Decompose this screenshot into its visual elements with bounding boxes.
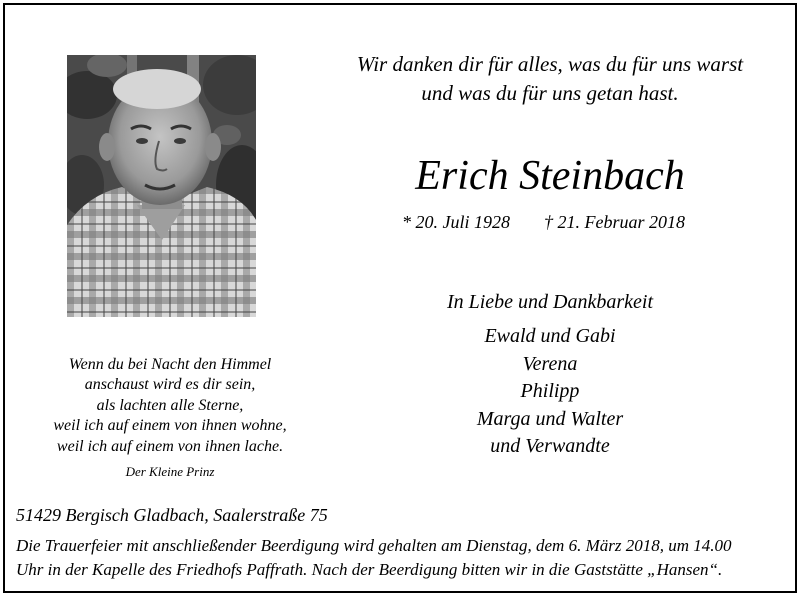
- deceased-name: Erich Steinbach: [415, 153, 685, 199]
- motto-line: Wir danken dir für alles, was du für uns warst: [356, 52, 744, 76]
- family-member: und Verwandte: [490, 435, 610, 457]
- dedication: In Liebe und Dankbarkeit: [446, 291, 654, 313]
- address: 51429 Bergisch Gladbach, Saalerstraße 75: [16, 505, 328, 525]
- family-member: Philipp: [520, 380, 580, 402]
- notice-line: Uhr in der Kapelle des Friedhofs Paffrath. Nach der Beerdigung bitten wir in die Gaststätte „Hansen“.: [16, 559, 723, 579]
- poem: [20, 355, 320, 457]
- poem-line: weil ich auf einem von ihnen wohne,: [53, 417, 287, 435]
- family-member: Marga und Walter: [476, 407, 624, 430]
- notice-line: Die Trauerfeier mit anschließender Beerdigung wird gehalten am Dienstag, dem 6. März 2018, um 14.00: [16, 536, 732, 555]
- poem-line: weil ich auf einem von ihnen lache.: [56, 437, 284, 455]
- family-member: Verena: [522, 352, 578, 375]
- poem-line: als lachten alle Sterne,: [96, 396, 244, 414]
- funeral-notice: [16, 534, 796, 581]
- family-list: [300, 323, 800, 461]
- poem-line: anschaust wird es dir sein,: [84, 376, 256, 394]
- poem-source: Der Kleine Prinz: [125, 464, 215, 479]
- motto: [300, 50, 800, 108]
- birth-date: * 20. Juli 1928: [402, 212, 510, 232]
- family-member: Ewald und Gabi: [484, 325, 616, 347]
- portrait-image: [67, 55, 256, 317]
- portrait-photo: [67, 55, 256, 317]
- poem-line: Wenn du bei Nacht den Himmel: [68, 356, 272, 373]
- death-date: † 21. Februar 2018: [544, 212, 685, 232]
- motto-line: und was du für uns getan hast.: [421, 81, 679, 105]
